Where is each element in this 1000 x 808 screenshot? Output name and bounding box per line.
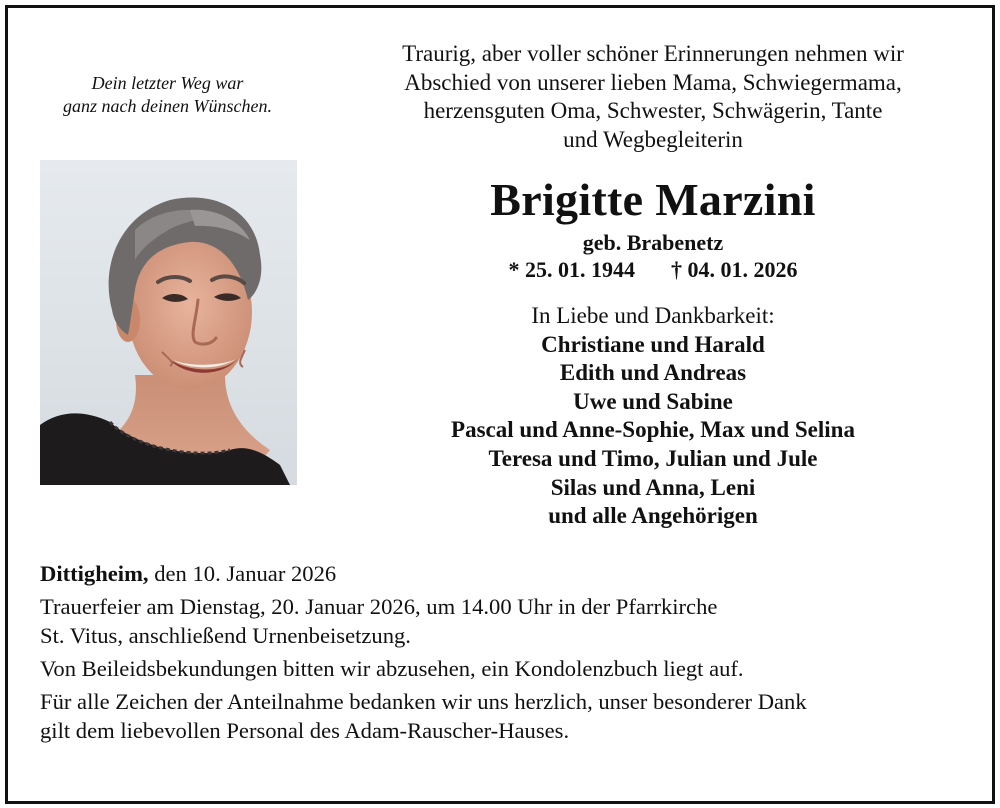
deceased-name: Brigitte Marzini <box>490 174 816 225</box>
mourner-line: Silas und Anna, Leni <box>550 474 756 500</box>
intro-text <box>330 40 976 154</box>
birth-name: geb. Brabenetz <box>582 230 724 255</box>
thanks-line: gilt dem liebevollen Personal des Adam-Rauscher-Hauses. <box>40 718 570 743</box>
mourner-line: Uwe und Sabine <box>573 388 733 414</box>
intro-line: und Wegbegleiterin <box>563 126 743 152</box>
mourners-list <box>330 302 976 531</box>
mourner-line: Pascal und Anne-Sophie, Max und Selina <box>451 417 855 443</box>
mourner-line: Christiane und Harald <box>541 331 765 357</box>
thanks-text <box>40 687 970 745</box>
intro-line: Abschied von unserer lieben Mama, Schwiegermama, <box>404 69 902 95</box>
place-date-line <box>40 559 970 588</box>
mourner-line: Edith und Andreas <box>559 360 747 386</box>
intro-line: Traurig, aber voller schöner Erinnerungen nehmen wir <box>402 41 904 66</box>
mourners-heading: In Liebe und Dankbarkeit: <box>531 303 775 328</box>
place-name: Dittigheim, <box>40 561 149 586</box>
service-line: Trauerfeier am Dienstag, 20. Januar 2026, um 14.00 Uhr in der Pfarrkirche <box>40 594 718 619</box>
mourner-line: Teresa und Timo, Julian und Jule <box>488 445 818 471</box>
motto-line: Dein letzter Weg war <box>91 73 244 93</box>
intro-line: herzensguten Oma, Schwester, Schwägerin, Tante <box>423 98 883 123</box>
condolence-note: Von Beileidsbekundungen bitten wir abzusehen, ein Kondolenzbuch liegt auf. <box>40 656 744 681</box>
service-line: St. Vitus, anschließend Urnenbeisetzung. <box>40 623 411 648</box>
motto-line: ganz nach deinen Wünschen. <box>63 96 272 116</box>
mourner-line: und alle Angehörigen <box>548 503 758 529</box>
death-date: † 04. 01. 2026 <box>671 257 798 282</box>
service-details <box>40 559 970 749</box>
notice-date: den 10. Januar 2026 <box>148 561 337 586</box>
portrait-photo <box>40 160 297 485</box>
service-info <box>40 592 970 650</box>
motto-quote <box>40 72 295 118</box>
birth-date: * 25. 01. 1944 <box>508 257 635 282</box>
thanks-line: Für alle Zeichen der Anteilnahme bedanken wir uns herzlich, unser besonderer Dank <box>40 689 807 714</box>
life-dates <box>330 256 976 284</box>
